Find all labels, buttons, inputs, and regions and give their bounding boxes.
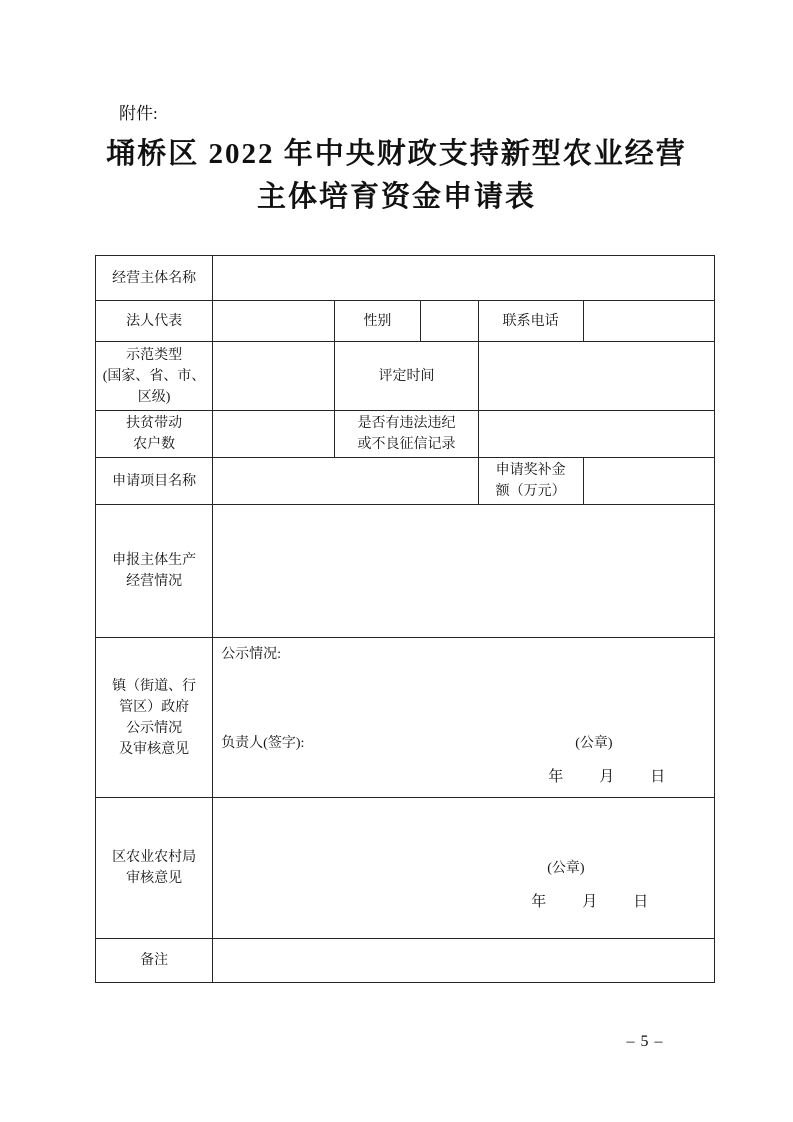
row-demo-type — [96, 342, 715, 411]
production-status-label-line1: 申报主体生产 — [112, 553, 197, 568]
bureau-review-label — [96, 798, 213, 939]
violation-record-input-cell[interactable] — [478, 411, 714, 458]
bureau-day-label: 日 — [633, 894, 649, 910]
bureau-review-label-line1: 区农业农村局 — [112, 850, 197, 865]
page-number: – 5 – — [626, 1033, 664, 1050]
violation-record-label — [335, 411, 478, 458]
phone-label: 联系电话 — [478, 301, 583, 342]
subsidy-amount-label-line2: 额（万元） — [495, 484, 566, 499]
phone-input-cell[interactable] — [583, 301, 714, 342]
bureau-seal-label: (公章) — [547, 861, 585, 876]
town-day-label: 日 — [650, 769, 666, 785]
subsidy-amount-label-line1: 申请奖补金 — [495, 463, 566, 478]
row-production-status — [96, 505, 715, 638]
entity-name-label: 经营主体名称 — [96, 256, 213, 301]
bureau-date-line — [531, 892, 648, 913]
subsidy-amount-label — [478, 458, 583, 505]
town-review-label-line1: 镇（街道、行 — [112, 678, 197, 694]
bureau-review-input-cell[interactable] — [213, 798, 715, 939]
remarks-label: 备注 — [96, 939, 213, 983]
town-date-line — [548, 767, 665, 788]
bureau-month-label: 月 — [582, 894, 598, 910]
violation-record-label-line1: 是否有违法违纪 — [357, 416, 456, 431]
legal-rep-label: 法人代表 — [96, 301, 213, 342]
legal-rep-input-cell[interactable] — [213, 301, 335, 342]
signer-label: 负责人(签字): — [221, 736, 305, 751]
row-town-review — [96, 638, 715, 798]
production-status-input-cell[interactable] — [213, 505, 715, 638]
bureau-review-label-line2: 审核意见 — [126, 871, 183, 886]
row-entity-name — [96, 256, 715, 301]
gender-label: 性别 — [335, 301, 420, 342]
entity-name-input-cell[interactable] — [213, 256, 715, 301]
poverty-households-label — [96, 411, 213, 458]
poverty-households-label-line1: 扶贫带动 — [126, 416, 183, 431]
demo-type-label-line1: 示范类型 — [126, 347, 183, 363]
title-line-2: 主体培育资金申请表 — [256, 181, 536, 213]
production-status-label — [96, 505, 213, 638]
application-form-table — [95, 255, 715, 983]
violation-record-label-line2: 或不良征信记录 — [357, 437, 456, 452]
demo-type-label-line3: 区级) — [137, 389, 171, 405]
town-review-input-cell[interactable] — [213, 638, 715, 798]
row-remarks — [96, 939, 715, 983]
demo-type-label-line2: (国家、省、市、 — [102, 368, 206, 384]
poverty-households-label-line2: 农户数 — [133, 437, 176, 452]
production-status-label-line2: 经营情况 — [126, 574, 183, 589]
row-project-name — [96, 458, 715, 505]
assess-time-label: 评定时间 — [335, 342, 478, 411]
project-name-label: 申请项目名称 — [96, 458, 213, 505]
publicity-status-label: 公示情况: — [221, 647, 282, 662]
title-line-1: 埇桥区 2022 年中央财政支持新型农业经营 — [106, 138, 687, 170]
demo-type-input-cell[interactable] — [213, 342, 335, 411]
row-bureau-review — [96, 798, 715, 939]
gender-input-cell[interactable] — [420, 301, 478, 342]
assess-time-input-cell[interactable] — [478, 342, 714, 411]
town-year-label: 年 — [548, 769, 564, 785]
remarks-input-cell[interactable] — [213, 939, 715, 983]
document-title — [0, 133, 793, 219]
subsidy-amount-input-cell[interactable] — [583, 458, 714, 505]
demo-type-label — [96, 342, 213, 411]
town-review-label — [96, 638, 213, 798]
poverty-households-input-cell[interactable] — [213, 411, 335, 458]
project-name-input-cell[interactable] — [213, 458, 478, 505]
town-month-label: 月 — [599, 769, 615, 785]
town-seal-label: (公章) — [575, 736, 613, 751]
row-legal-rep — [96, 301, 715, 342]
town-review-label-line4: 及审核意见 — [119, 741, 190, 757]
attachment-label: 附件: — [119, 104, 158, 123]
bureau-year-label: 年 — [531, 894, 547, 910]
town-review-label-line3: 公示情况 — [126, 720, 183, 736]
row-poverty-households — [96, 411, 715, 458]
town-review-label-line2: 管区）政府 — [119, 699, 190, 715]
